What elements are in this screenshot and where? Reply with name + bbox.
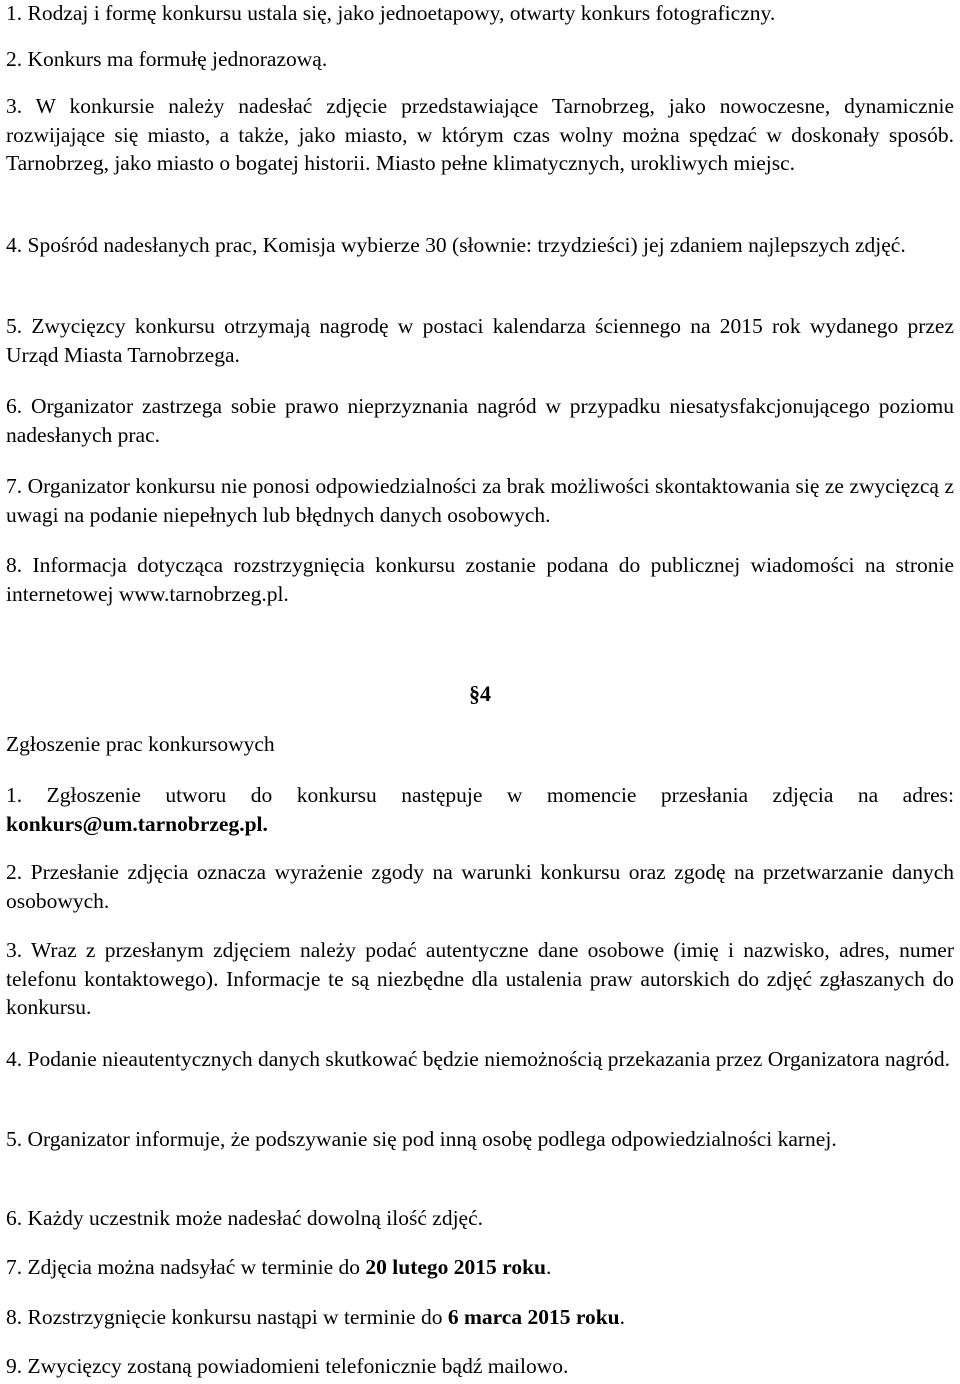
submission-item-7 <box>6 1253 954 1282</box>
submission-item-3: 3. Wraz z przesłanym zdjęciem należy podać autentyczne dane osobowe (imię i nazwisko, adres, numer telefonu kontaktowego). Informacje te są niezbędne dla ustalenia praw autorskich do zdjęć zgłaszanych do konkursu. <box>6 938 954 1019</box>
rule-item-4: 4. Spośród nadesłanych prac, Komisja wybierze 30 (słownie: trzydzieści) jej zdaniem najlepszych zdjęć. <box>6 233 906 257</box>
rule-item-2: 2. Konkurs ma formułę jednorazową. <box>6 47 328 71</box>
submission-item-7-end: . <box>545 1255 552 1279</box>
submission-item-8-end: . <box>619 1305 626 1329</box>
submission-item-7-text: 7. Zdjęcia można nadsyłać w terminie do <box>6 1255 366 1279</box>
submission-item-5: 5. Organizator informuje, że podszywanie się pod inną osobę podlega odpowiedzialności karnej. <box>6 1127 837 1151</box>
deadline-date: 20 lutego 2015 roku <box>365 1255 546 1279</box>
rule-item-3: 3. W konkursie należy nadesłać zdjęcie przedstawiające Tarnobrzeg, jako nowoczesne, dynamicznie rozwijające się miasto, a także, jako miasto, w którym czas wolny można spędzać w doskonały sposób. Tarnobrzeg, jako miasto o bogatej historii. Miasto pełne klimatycznych, urokliwych miejsc. <box>6 94 954 175</box>
rule-item-5: 5. Zwycięzcy konkursu otrzymają nagrodę w postaci kalendarza ściennego na 2015 rok wydanego przez Urząd Miasta Tarnobrzega. <box>6 314 954 367</box>
submission-item-4: 4. Podanie nieautentycznych danych skutkować będzie niemożnością przekazania przez Organizatora nagród. <box>6 1047 950 1071</box>
section-mark: §4 <box>469 681 491 706</box>
section-title: Zgłoszenie prac konkursowych <box>6 732 275 756</box>
rule-item-8: 8. Informacja dotycząca rozstrzygnięcia konkursu zostanie podana do publicznej wiadomości na stronie internetowej www.tarnobrzeg.pl. <box>6 553 954 606</box>
submission-item-2: 2. Przesłanie zdjęcia oznacza wyrażenie zgody na warunki konkursu oraz zgodę na przetwarzanie danych osobowych. <box>6 860 954 913</box>
submission-item-8-text: 8. Rozstrzygnięcie konkursu nastąpi w terminie do <box>6 1305 448 1329</box>
submission-item-8 <box>6 1303 954 1332</box>
rule-item-6: 6. Organizator zastrzega sobie prawo nieprzyznania nagród w przypadku niesatysfakcjonującego poziomu nadesłanych prac. <box>6 394 954 447</box>
submission-item-1-text: 1. Zgłoszenie utworu do konkursu następuje w momencie przesłania zdjęcia na adres: <box>6 783 954 807</box>
rule-item-1: 1. Rodzaj i formę konkursu ustala się, jako jednoetapowy, otwarty konkurs fotograficzny. <box>6 1 776 25</box>
results-date: 6 marca 2015 roku <box>447 1305 620 1329</box>
contest-email: konkurs@um.tarnobrzeg.pl. <box>6 811 268 836</box>
submission-item-1 <box>6 781 954 838</box>
submission-item-6: 6. Każdy uczestnik może nadesłać dowolną ilość zdjęć. <box>6 1206 483 1230</box>
rule-item-7: 7. Organizator konkursu nie ponosi odpowiedzialności za brak możliwości skontaktowania się ze zwycięzcą z uwagi na podanie niepełnych lub błędnych danych osobowych. <box>6 474 954 527</box>
submission-item-9: 9. Zwycięzcy zostaną powiadomieni telefonicznie bądź mailowo. <box>6 1354 569 1378</box>
